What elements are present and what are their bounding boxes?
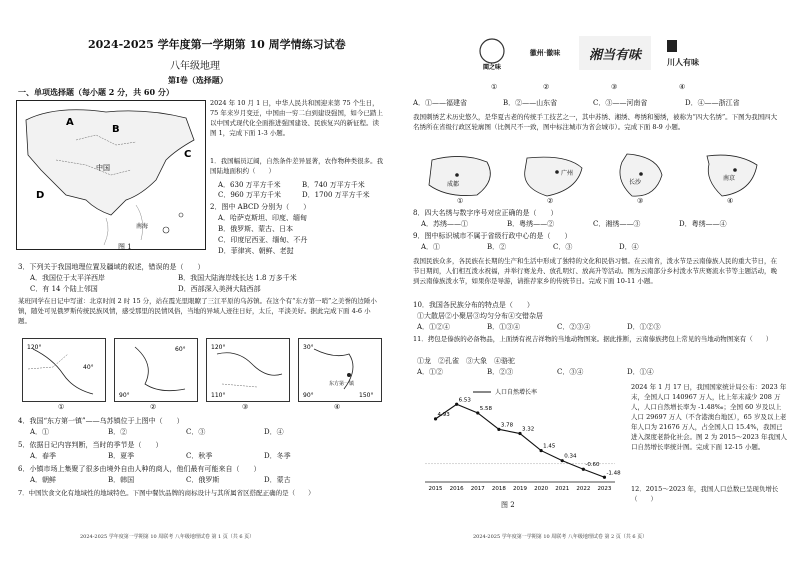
data-label: -1.48 (606, 470, 621, 477)
exam-subject: 八年级地理 (170, 61, 220, 72)
x-tick-label: 2015 (428, 486, 443, 492)
city-1-label: 成都 (447, 181, 460, 188)
intro-q1-3: 2024 年 10 月 1 日，中华人民共和国迎来第 75 个生日，75 年来岁月变迁，中国由一穷二白到建设强国，如今已踏上以中国式现代化全面推进强国建设、民族复兴的新征程。读图 1，完成下面 1-3 小题。 (210, 99, 383, 137)
q8-option-d[interactable]: D．粤绣——④ (679, 220, 727, 228)
q11-option-b[interactable]: B．②③ (487, 368, 514, 376)
logo-1-text: 閩之味 (482, 64, 502, 71)
chart-plot-area (425, 397, 621, 492)
x-tick-label: 2020 (534, 486, 549, 492)
intro-q4-6: 某班同学在日记中写道：北京时间 2 时 15 分，站在霞光里眼瞭了三江平原的乌苏镇。在这个有“东方第一哨”之美誉的边陲小镇，随处可见俄罗斯传统民族风情，感受那里的民情风俗，当地的异域人迹往日好，太丘，平淡美好。据此完成下面 4-6 小题。 (18, 297, 377, 325)
x-tick-label: 2021 (555, 486, 570, 492)
data-label: 3.32 (522, 426, 535, 433)
q2-option-b[interactable]: B．俄罗斯、蒙古、日本 (218, 225, 294, 233)
map1-coord-1: 120° (27, 344, 42, 351)
q6-option-b[interactable]: B．韩国 (108, 476, 135, 484)
q7-option-b[interactable]: B．②——山东省 (503, 99, 558, 107)
x-tick-label: 2018 (491, 486, 506, 492)
data-label: 6.53 (458, 397, 471, 404)
question-9-stem: 9．图中标识城市不属于省级行政中心的是（ ） (413, 232, 572, 240)
map4-coord-1: 30° (303, 344, 314, 351)
q3-option-d[interactable]: D．西部深入美洲大陆西部 (178, 285, 261, 293)
q7-option-c[interactable]: C．③——河南省 (593, 99, 648, 107)
q10-option-a[interactable]: A．①②④ (417, 323, 451, 331)
q6-option-c[interactable]: C．俄罗斯 (186, 476, 220, 484)
question-6-stem: 6．小镇市场上集聚了很多由境外自由人种的商人，他们最有可能来自（ ） (18, 465, 261, 473)
footer-page-2: 2024-2025 学年度第一学期第 10 周联考 八年级地理试卷 第 2 页（共 6 页） (473, 534, 648, 540)
question-11-statements: ①龙 ②孔雀 ③大象 ④骆驼 (417, 357, 515, 365)
question-10-stem: 10．我国各民族分布的特点是（ ） (413, 301, 534, 309)
question-5-stem: 5．依据日记内容判断，当时的季节是（ ） (18, 441, 163, 449)
q8-option-b[interactable]: B．粤绣——② (507, 220, 555, 228)
population-growth-chart (411, 382, 623, 500)
q2-option-c[interactable]: C．印度尼西亚、缅甸、不丹 (218, 236, 308, 244)
section-title: 一、单项选择题（每小题 2 分，共 60 分） (18, 87, 174, 97)
x-tick-label: 2019 (513, 486, 527, 492)
q11-option-c[interactable]: C．③④ (557, 368, 584, 376)
q1-option-c[interactable]: C．960 万平方千米 (218, 191, 281, 199)
map3-coord-1: 120° (211, 344, 226, 351)
map-option-4 (298, 338, 382, 402)
q8-option-c[interactable]: C．湘绣——③ (593, 220, 641, 228)
exam-page-2 (397, 0, 794, 561)
q5-option-b[interactable]: B．夏季 (108, 452, 135, 460)
data-label: 0.34 (564, 453, 577, 460)
question-10-statements: ①大散居②小聚居③均匀分布④交错杂居 (417, 312, 543, 320)
footer-page-1: 2024-2025 学年度第一学期第 10 周联考 八年级地理试卷 第 1 页（共 6 页） (80, 534, 255, 540)
q2-option-a[interactable]: A．哈萨克斯坦、印度、缅甸 (218, 214, 308, 222)
city-4-label: 南京 (723, 175, 736, 182)
data-label: 3.78 (500, 422, 514, 429)
logo-4: 川人有味 (667, 56, 699, 67)
q9-option-d[interactable]: D．④ (619, 243, 639, 251)
province-mark-1: ① (457, 197, 464, 205)
q3-option-c[interactable]: C．有 14 个陆上邻国 (30, 285, 98, 293)
q10-option-b[interactable]: B．①③④ (487, 323, 521, 331)
china-map-figure-1 (16, 100, 206, 250)
map-label-b: B (112, 124, 120, 135)
exam-title: 2024-2025 学年度第一学期第 10 周学情练习试卷 (88, 38, 346, 51)
q1-option-d[interactable]: D．1700 万平方千米 (302, 191, 370, 199)
logo-mark-4: ④ (679, 83, 686, 91)
data-label: -0.60 (585, 462, 600, 469)
q9-option-b[interactable]: B．② (487, 243, 507, 251)
province-mark-4: ④ (727, 197, 734, 205)
q6-option-a[interactable]: A．朝鲜 (30, 476, 57, 484)
figure-1-caption: 图 1 (118, 243, 132, 251)
map-label-d: D (36, 190, 45, 201)
x-tick-label: 2017 (470, 486, 485, 492)
q9-option-a[interactable]: A．① (421, 243, 441, 251)
question-1-stem: 1．我国幅员辽阔，自然条件差异显著，农作物种类很多。我国陆地面积约（ ） (210, 157, 384, 175)
question-7-stem: 7．中国饮食文化有地域性的地域特色。下图中餐饮品牌的商标设计与其所属省区搭配正确的是（ ） (18, 489, 315, 497)
data-label: 4.93 (437, 411, 450, 418)
q5-option-a[interactable]: A．春季 (30, 452, 57, 460)
logo-4-seal (667, 40, 677, 52)
map4-place-label: 东方第一镇 (329, 381, 355, 387)
map-label-china: 中国 (96, 164, 110, 172)
q1-option-a[interactable]: A．630 万平方千米 (218, 181, 281, 189)
map4-coord-3: 90° (303, 392, 314, 399)
data-label: 5.58 (479, 405, 493, 412)
x-tick-label: 2023 (597, 486, 612, 492)
map-mark-2: ② (150, 403, 157, 411)
intro-q8-9: 我国刺绣艺术历史悠久，是华夏古老的传统手工技艺之一，其中苏绣、湘绣、粤绣和蜀绣，被称为“四大名绣”。下图为我国四大名绣所在省级行政区轮廓图（比例尺不一致，图中标注城市为省会城市）。完成下面 8-9 小题。 (413, 113, 778, 131)
x-tick-label: 2022 (576, 486, 591, 492)
q1-option-b[interactable]: B．740 万平方千米 (302, 181, 365, 189)
q5-option-c[interactable]: C．秋季 (186, 452, 213, 460)
intro-q12-15: 2024 年 1 月 17 日，我国国家统计局公布：2023 年末，全国人口 140967 万人，比上年末减少 208 万人，人口自然增长率为 -1.48‰；全国 60 岁及以上人口 29697 万人（不含港澳台地区），65 岁及以上老年人口为 21676 万人，占全国人口 15.4%，我国已进入深度老龄化社会。图 2 为 2015～2023 年我国人口自然增长率统计图。完成下面 12-15 小题。 (631, 383, 787, 451)
q4-option-a[interactable]: A．① (30, 428, 50, 436)
province-outlines (417, 150, 777, 202)
question-8-stem: 8．四大名绣与数字序号对应正确的是（ ） (413, 209, 558, 217)
question-2-stem: 2．图中 ABCD 分别为（ ） (210, 203, 311, 211)
q7-option-d[interactable]: D．④——浙江省 (685, 99, 740, 107)
city-3-label: 长沙 (629, 179, 642, 186)
q11-option-d[interactable]: D．①④ (627, 368, 654, 376)
city-2-label: 广州 (561, 170, 574, 177)
x-tick-label: 2016 (449, 486, 464, 492)
q3-option-b[interactable]: B．我国大陆海岸线长达 1.8 万多千米 (178, 274, 297, 282)
logo-1 (473, 34, 511, 74)
map1-coord-2: 40° (83, 364, 94, 371)
q7-option-a[interactable]: A．①——福建省 (413, 99, 468, 107)
map-option-3 (206, 338, 290, 402)
q2-option-d[interactable]: D．菲律宾、朝鲜、老挝 (218, 247, 294, 255)
logo-mark-2: ② (543, 83, 550, 91)
province-mark-2: ② (547, 197, 554, 205)
q11-option-a[interactable]: A．①② (417, 368, 444, 376)
question-3-stem: 3．下列关于我国地理位置及疆域的叙述，错误的是（ ） (18, 263, 205, 271)
q4-option-c[interactable]: C．③ (186, 428, 206, 436)
question-11-stem: 11．拷包是傣族的必备物品，上面绣有祝吉祥物的当地动物图案。据此推断，云南傣族拷包上常见的当地动物图案有（ ） (413, 335, 773, 343)
map-label-south-sea: 南海 (136, 223, 149, 230)
q5-option-d[interactable]: D．冬季 (264, 452, 291, 460)
map-mark-4: ④ (334, 403, 341, 411)
map2-coord-1: 90° (119, 392, 130, 399)
logo-mark-3: ③ (611, 83, 618, 91)
question-12-stem: 12．2015～2023 年，我国人口总数已呈现负增长（ ） (631, 485, 779, 503)
logo-3: 湘当有味 (579, 36, 651, 70)
map4-coord-2: 150° (359, 392, 374, 399)
data-label: 1.45 (543, 443, 556, 450)
q4-option-b[interactable]: B．② (108, 428, 128, 436)
q8-option-a[interactable]: A．苏绣——① (421, 220, 469, 228)
q9-option-c[interactable]: C．③ (553, 243, 573, 251)
series-line-natural-growth (436, 404, 605, 477)
q6-option-d[interactable]: D．蒙古 (264, 476, 291, 484)
map2-coord-2: 60° (175, 346, 186, 353)
q4-option-d[interactable]: D．④ (264, 428, 284, 436)
map-option-2 (114, 338, 198, 402)
map3-coord-2: 110° (211, 392, 226, 399)
logo-2: 徽州·徽味 (529, 48, 561, 57)
province-mark-3: ③ (637, 197, 644, 205)
q10-option-c[interactable]: C．②③④ (557, 323, 591, 331)
q3-option-a[interactable]: A．我国位于太平洋西岸 (30, 274, 106, 282)
map-option-1 (22, 338, 106, 402)
figure-2-caption: 图 2 (501, 501, 515, 509)
map-label-c: C (184, 149, 192, 160)
logo-mark-1: ① (491, 83, 498, 91)
map-label-a: A (66, 117, 74, 128)
legend-label: 人口自然增长率 (495, 389, 538, 396)
map-mark-1: ① (58, 403, 65, 411)
question-4-stem: 4．我国“东方第一镇”——乌苏镇位于上图中（ ） (18, 417, 184, 425)
intro-q10-11: 我国民族众多，各民族在长期的生产和生活中形成了独特的文化和民俗习惯。在云南省，泼水节是云南傣族人民的重大节日，在节日期间，人们相互泼水祝福，并举行赛龙舟、放孔明灯、放高升等活动。图为云南部分乡村泼水节庆赛流水节等主题活动，晚到云南傣族泼水节，如果你是导游，请推荐家乡的传统节日。完成下面 10-11 小题。 (413, 257, 777, 285)
q10-option-d[interactable]: D．①②③ (627, 323, 661, 331)
part-title: 第Ⅰ卷（选择题） (168, 75, 228, 85)
map-mark-3: ③ (242, 403, 249, 411)
